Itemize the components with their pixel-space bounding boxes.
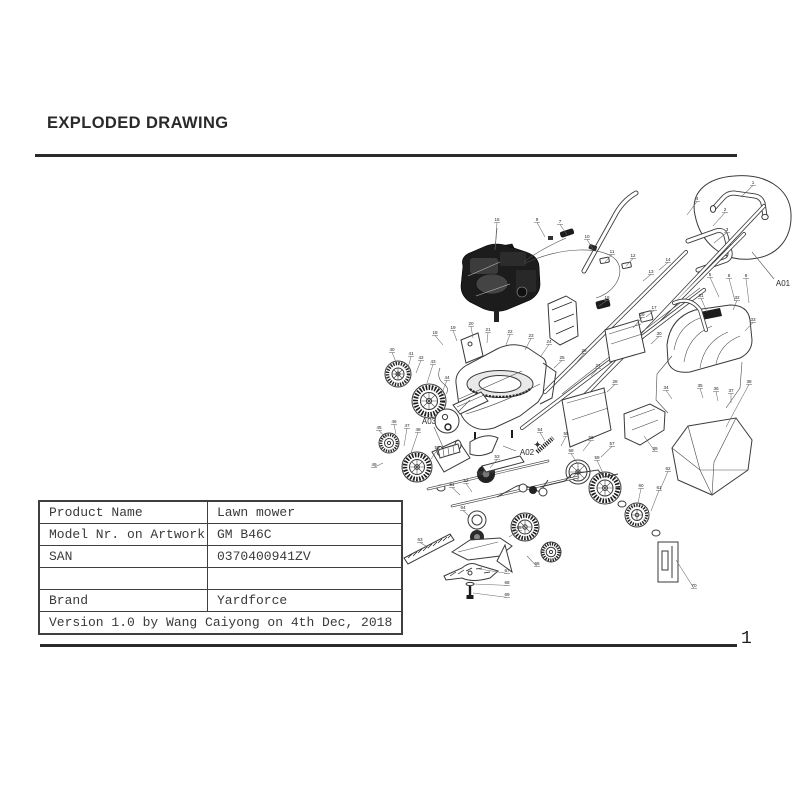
table-row-footer <box>39 612 402 635</box>
table-row <box>39 590 402 612</box>
svg-text:27: 27 <box>595 363 601 368</box>
svg-text:59: 59 <box>594 455 600 460</box>
svg-text:34: 34 <box>663 385 669 390</box>
svg-text:48: 48 <box>415 427 421 432</box>
table-cell-label <box>39 568 208 590</box>
svg-text:40: 40 <box>389 347 395 352</box>
svg-text:51: 51 <box>449 482 455 487</box>
table-cell-value: 0370400941ZV <box>208 546 403 568</box>
svg-text:19: 19 <box>450 325 456 330</box>
svg-text:52: 52 <box>463 478 469 483</box>
table-cell-value <box>208 568 403 590</box>
page-title: EXPLODED DRAWING <box>47 114 229 132</box>
svg-text:14: 14 <box>665 257 671 262</box>
svg-text:58: 58 <box>568 448 574 453</box>
svg-text:63: 63 <box>417 537 423 542</box>
page-number: 1 <box>741 629 752 649</box>
svg-text:31: 31 <box>698 293 704 298</box>
table-cell-value: Yardforce <box>208 590 403 612</box>
svg-text:70: 70 <box>691 583 697 588</box>
svg-text:20: 20 <box>468 321 474 326</box>
svg-text:7: 7 <box>558 219 562 224</box>
svg-text:18: 18 <box>432 330 438 335</box>
svg-text:47: 47 <box>404 423 410 428</box>
plate-part-drawing <box>658 542 678 582</box>
svg-text:A02: A02 <box>519 448 535 457</box>
svg-text:56: 56 <box>588 435 594 440</box>
table-row <box>39 568 402 590</box>
svg-text:41: 41 <box>408 351 414 356</box>
callout-a01-bubble <box>694 176 791 260</box>
svg-text:11: 11 <box>609 249 615 254</box>
svg-text:30: 30 <box>656 331 662 336</box>
table-cell-label: Product Name <box>39 501 208 524</box>
svg-text:54: 54 <box>537 427 543 432</box>
table-row <box>39 524 402 546</box>
svg-text:2: 2 <box>723 207 727 212</box>
svg-text:13: 13 <box>648 269 654 274</box>
table-cell-label: Model Nr. on Artwork <box>39 524 208 546</box>
svg-text:35: 35 <box>697 383 703 388</box>
svg-text:38: 38 <box>746 379 752 384</box>
table-footer-text: Version 1.0 by Wang Caiyong on 4th Dec, 2018 <box>39 612 402 635</box>
svg-text:4: 4 <box>695 196 699 201</box>
svg-text:60: 60 <box>638 483 644 488</box>
svg-text:68: 68 <box>504 580 510 585</box>
svg-text:44: 44 <box>444 375 450 380</box>
rack-drawing <box>404 534 454 564</box>
svg-text:67: 67 <box>504 568 510 573</box>
svg-text:1: 1 <box>751 180 755 185</box>
svg-text:21: 21 <box>485 327 491 332</box>
svg-text:9: 9 <box>535 217 539 222</box>
svg-text:10: 10 <box>584 234 590 239</box>
svg-text:45: 45 <box>376 425 382 430</box>
svg-text:A01: A01 <box>775 279 791 288</box>
svg-text:39: 39 <box>652 446 658 451</box>
svg-text:57: 57 <box>609 441 615 446</box>
grass-bag-drawing <box>672 418 752 495</box>
svg-text:28: 28 <box>612 379 618 384</box>
svg-text:65: 65 <box>516 525 522 530</box>
svg-text:6: 6 <box>727 273 731 278</box>
svg-text:29: 29 <box>639 312 645 317</box>
svg-text:32: 32 <box>734 295 740 300</box>
svg-text:66: 66 <box>534 561 540 566</box>
svg-text:53: 53 <box>494 454 500 459</box>
table-cell-value: GM B46C <box>208 524 403 546</box>
svg-text:3: 3 <box>725 227 729 232</box>
svg-text:26: 26 <box>581 348 587 353</box>
svg-text:50: 50 <box>434 445 440 450</box>
svg-text:25: 25 <box>559 355 565 360</box>
blade-drawing <box>444 564 498 599</box>
svg-text:69: 69 <box>504 592 510 597</box>
svg-text:22: 22 <box>507 329 513 334</box>
svg-text:23: 23 <box>528 333 534 338</box>
svg-text:5: 5 <box>708 272 712 277</box>
svg-text:46: 46 <box>391 419 397 424</box>
svg-text:61: 61 <box>656 485 662 490</box>
svg-text:8: 8 <box>744 273 748 278</box>
svg-text:49: 49 <box>371 462 377 467</box>
svg-text:64: 64 <box>460 505 466 510</box>
table-cell-value: Lawn mower <box>208 501 403 524</box>
svg-text:17: 17 <box>651 305 657 310</box>
svg-text:12: 12 <box>630 253 636 258</box>
svg-text:16: 16 <box>604 295 610 300</box>
svg-text:55: 55 <box>563 431 569 436</box>
svg-text:43: 43 <box>430 359 436 364</box>
svg-text:37: 37 <box>728 388 734 393</box>
table-cell-label: SAN <box>39 546 208 568</box>
svg-text:62: 62 <box>665 466 671 471</box>
footer-rule <box>40 644 737 647</box>
svg-text:42: 42 <box>418 355 424 360</box>
svg-text:24: 24 <box>546 339 552 344</box>
svg-text:36: 36 <box>713 386 719 391</box>
svg-text:33: 33 <box>750 317 756 322</box>
table-row <box>39 501 402 524</box>
svg-text:A03: A03 <box>421 417 437 426</box>
info-table <box>38 500 403 635</box>
svg-text:15: 15 <box>494 217 500 222</box>
table-cell-label: Brand <box>39 590 208 612</box>
table-row <box>39 546 402 568</box>
